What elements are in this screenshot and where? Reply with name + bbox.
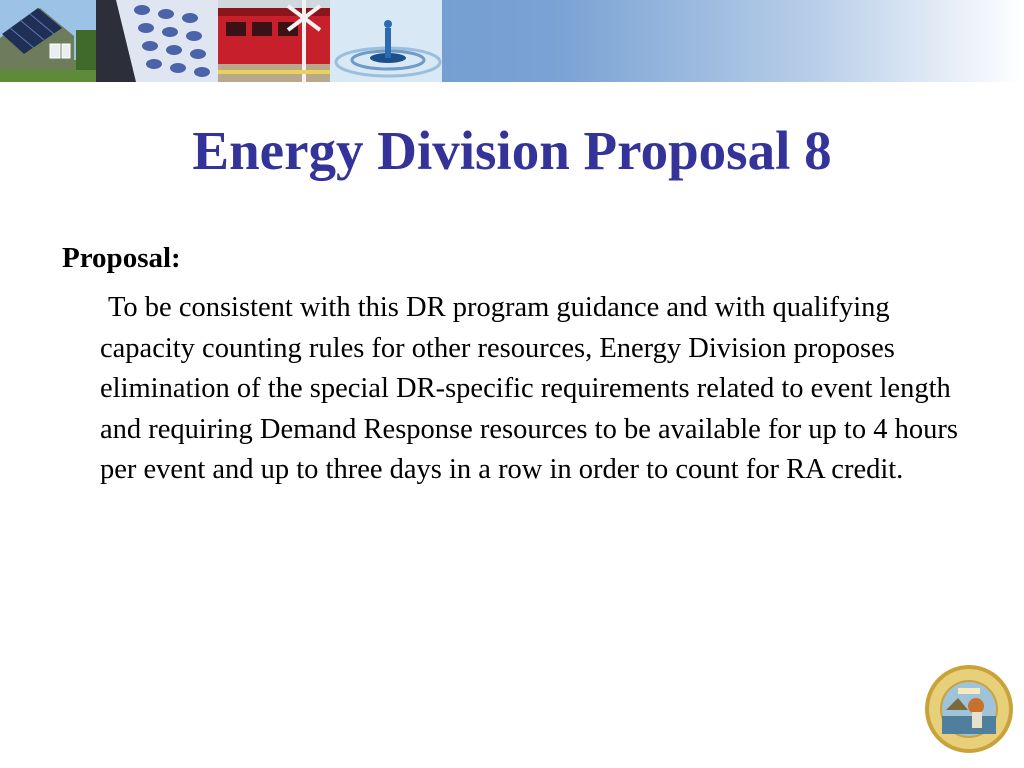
slide-title: Energy Division Proposal 8 bbox=[192, 120, 832, 181]
telephone-keypad-photo bbox=[96, 0, 218, 82]
solar-house-photo bbox=[0, 0, 96, 82]
train-crossing-photo bbox=[218, 0, 330, 82]
proposal-heading: Proposal: bbox=[62, 242, 181, 274]
cpuc-seal-logo bbox=[924, 664, 1014, 754]
header-banner bbox=[0, 0, 1024, 82]
proposal-body: To be consistent with this DR program guidance and with qualifying capacity counting rules for other resources, Energy Division proposes elimination of the special DR-specific requirements related to event length and requiring Demand Response resources to be available for up to 4 hours per event and up to three days in a row in order to count for RA credit. bbox=[100, 292, 958, 485]
water-drop-photo bbox=[330, 0, 442, 82]
